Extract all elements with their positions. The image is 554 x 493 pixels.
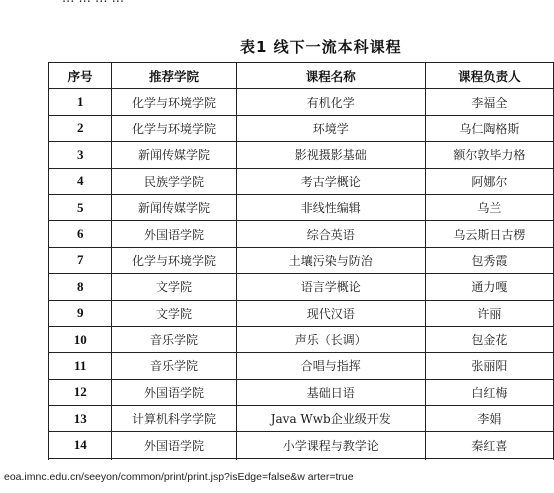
cell-college: 新闻传媒学院 (112, 194, 236, 220)
cell-college: 化学与环境学院 (112, 115, 236, 141)
cell-index: 12 (49, 379, 112, 405)
cell-instructor: 乌云斯日古楞 (425, 221, 553, 247)
table-header-row (49, 63, 554, 89)
cell-index: 8 (49, 274, 112, 300)
cell-college: 文学院 (112, 300, 236, 326)
cell-index: 6 (49, 221, 112, 247)
cell-course: 基础日语 (236, 379, 425, 405)
cell-college: 化学与环境学院 (112, 89, 236, 115)
cell-index (49, 458, 112, 460)
cell-course: 非线性编辑 (236, 194, 425, 220)
table-row (49, 300, 554, 326)
cell-course: 有机化学 (236, 89, 425, 115)
table-row (49, 247, 554, 273)
cell-instructor: 白红梅 (425, 379, 553, 405)
cell-index: 5 (49, 194, 112, 220)
cell-course: 综合英语 (236, 221, 425, 247)
table-row (49, 353, 554, 379)
table-title: 表1 线下一流本科课程 (240, 38, 402, 56)
cell-instructor: 包秀霞 (425, 247, 553, 273)
cell-course: 现代汉语 (236, 300, 425, 326)
cell-index: 11 (49, 353, 112, 379)
table-row (49, 379, 554, 405)
table-row (49, 274, 554, 300)
cell-course: 语言学概论 (236, 274, 425, 300)
cell-index: 2 (49, 115, 112, 141)
cell-index: 13 (49, 406, 112, 432)
table-row (49, 221, 554, 247)
cell-course: 合唱与指挥 (236, 353, 425, 379)
cell-instructor: 阿娜尔 (425, 168, 553, 194)
cell-college: 民族学学院 (112, 168, 236, 194)
cell-college: 外国语学院 (112, 379, 236, 405)
table-row (49, 115, 554, 141)
table-row (49, 432, 554, 458)
cell-instructor: 乌兰 (425, 194, 553, 220)
cell-instructor: 李福全 (425, 89, 553, 115)
cell-instructor: 秦红喜 (425, 432, 553, 458)
cell-course: 土壤污染与防治 (236, 247, 425, 273)
table-container (48, 62, 554, 460)
header-college: 推荐学院 (112, 63, 236, 89)
page-top-fragment (62, 0, 124, 6)
cell-college: 文学院 (112, 274, 236, 300)
cell-college: 音乐学院 (112, 353, 236, 379)
header-instructor: 课程负责人 (425, 63, 553, 89)
cell-course: 考古学概论 (236, 168, 425, 194)
cell-course: 环境学 (236, 115, 425, 141)
cell-college (112, 458, 236, 460)
cell-index: 1 (49, 89, 112, 115)
cell-college: 外国语学院 (112, 432, 236, 458)
table-row (49, 142, 554, 168)
course-table (48, 62, 554, 460)
table-row (49, 406, 554, 432)
cell-instructor: 李娟 (425, 406, 553, 432)
cell-instructor: 包金花 (425, 326, 553, 352)
cell-college: 计算机科学学院 (112, 406, 236, 432)
table-row (49, 194, 554, 220)
cell-instructor: 通力嘎 (425, 274, 553, 300)
header-index: 序号 (49, 63, 112, 89)
cell-instructor: 乌仁陶格斯 (425, 115, 553, 141)
cell-course: 影视摄影基础 (236, 142, 425, 168)
table-row (49, 89, 554, 115)
header-course: 课程名称 (236, 63, 425, 89)
cell-instructor: 许丽 (425, 300, 553, 326)
cell-instructor (425, 458, 553, 460)
cell-instructor: 张丽阳 (425, 353, 553, 379)
cell-instructor: 额尔敦毕力格 (425, 142, 553, 168)
table-row (49, 168, 554, 194)
table-row (49, 326, 554, 352)
cell-index: 9 (49, 300, 112, 326)
cell-college: 外国语学院 (112, 221, 236, 247)
table-row (49, 458, 554, 460)
cell-course: 声乐（长调） (236, 326, 425, 352)
cell-college: 新闻传媒学院 (112, 142, 236, 168)
print-url-footer: eoa.imnc.edu.cn/seeyon/common/print/print.jsp?isEdge=false&w arter=true (4, 471, 354, 483)
cell-college: 音乐学院 (112, 326, 236, 352)
cell-index: 4 (49, 168, 112, 194)
cell-course: Java Wwb企业级开发 (236, 406, 425, 432)
cell-index: 14 (49, 432, 112, 458)
cell-college: 化学与环境学院 (112, 247, 236, 273)
cell-course: 小学课程与教学论 (236, 432, 425, 458)
cell-index: 10 (49, 326, 112, 352)
cell-index: 7 (49, 247, 112, 273)
cell-index: 3 (49, 142, 112, 168)
cell-course (236, 458, 425, 460)
